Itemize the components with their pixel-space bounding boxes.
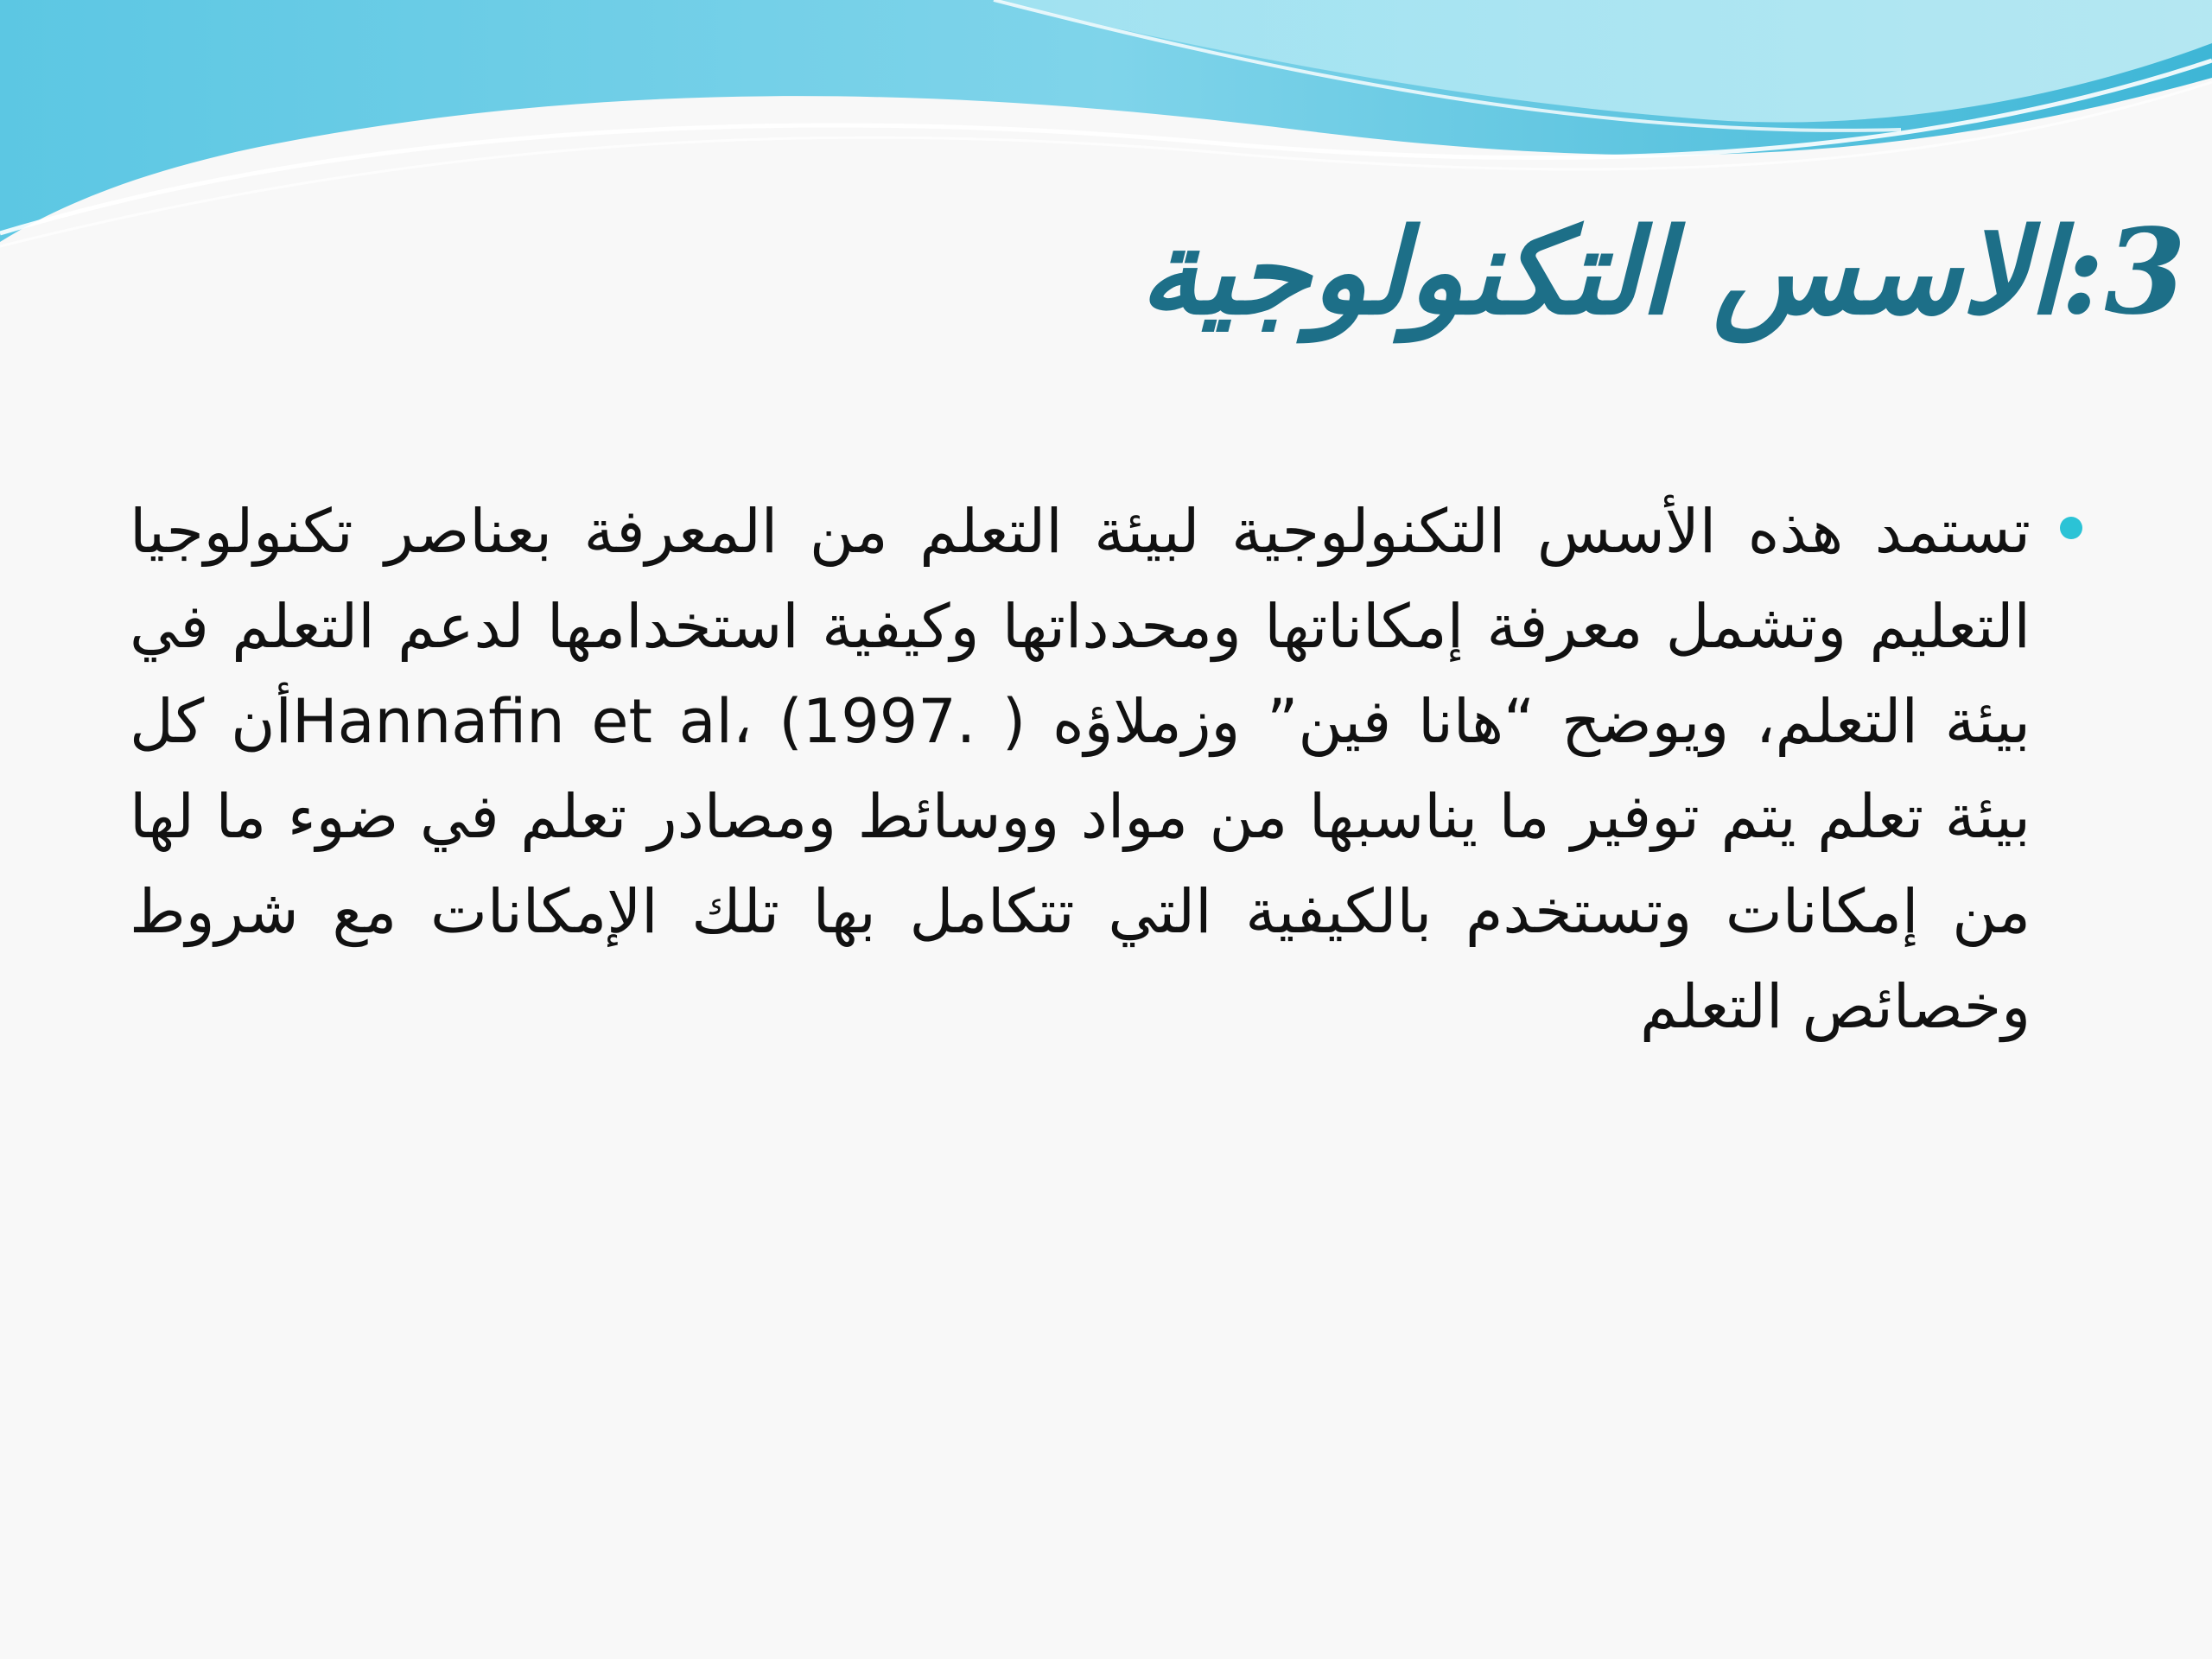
slide-title: 3:الاسس التكنولوجية (1139, 203, 2186, 341)
bullet-item (130, 484, 2031, 1054)
bullet-dot-icon (2060, 517, 2082, 539)
slide-body (130, 484, 2031, 1054)
bullet-text: تستمد هذه الأسس التكنولوجية لبيئة التعلم من المعرفة بعناصر تكنولوجيا التعليم وتشمل معرفة إمكاناتها ومحدداتها وكيفية استخدامها لدعم التعلم في بيئة التعلم، ويوضح “هانا فين” وزملاؤه ( .Hannafin et al، (1997أن كل بيئة تعلم يتم توفير ما يناسبها من مواد ووسائط ومصادر تعلم في ضوء ما لها من إمكانات وتستخدم بالكيفية التي تتكامل بها تلك الإمكانات مع شروط وخصائص التعلم (130, 496, 2031, 1042)
